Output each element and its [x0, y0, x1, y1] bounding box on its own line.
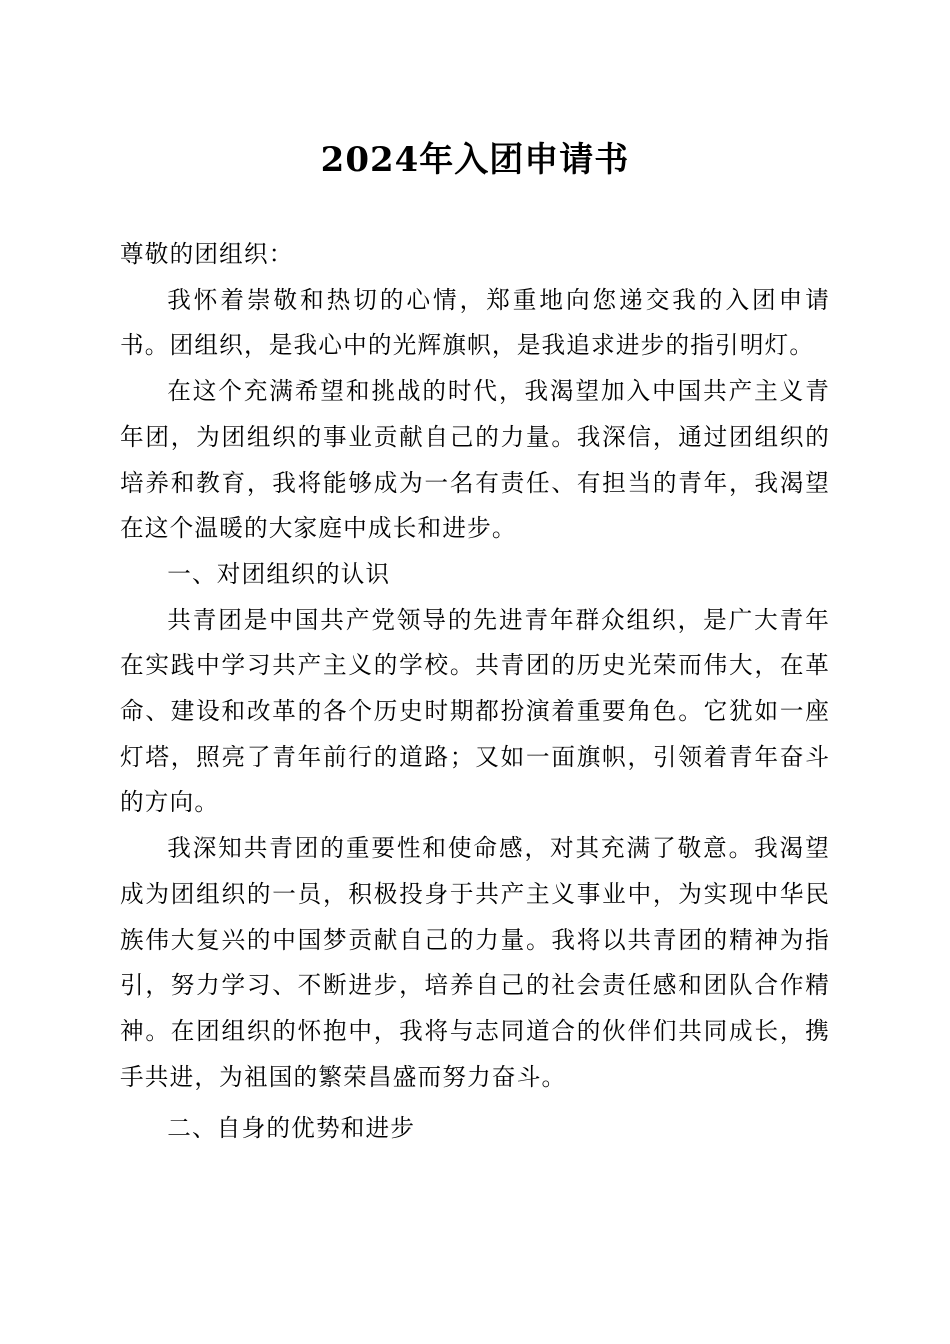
- paragraph: 在这个充满希望和挑战的时代，我渴望加入中国共产主义青年团，为团组织的事业贡献自己的力量。我深信，通过团组织的培养和教育，我将能够成为一名有责任、有担当的青年，我渴望在这个温暖的大家庭中成长和进步。: [120, 377, 830, 543]
- document-title: 2024年入团申请书: [320, 140, 630, 180]
- section-heading-1: 一、对团组织的认识: [167, 559, 391, 588]
- paragraph: 我怀着崇敬和热切的心情，郑重地向您递交我的入团申请书。团组织，是我心中的光辉旗帜，是我追求进步的指引明灯。: [120, 285, 830, 360]
- paragraph: 共青团是中国共产党领导的先进青年群众组织，是广大青年在实践中学习共产主义的学校。共青团的历史光荣而伟大，在革命、建设和改革的各个历史时期都扮演着重要角色。它犹如一座灯塔，照亮了青年前行的道路；又如一面旗帜，引领着青年奋斗的方向。: [120, 605, 830, 817]
- document-body: [120, 232, 830, 1152]
- salutation: 尊敬的团组织：: [120, 240, 294, 268]
- paragraph: 我深知共青团的重要性和使命感，对其充满了敬意。我渴望成为团组织的一员，积极投身于共产主义事业中，为实现中华民族伟大复兴的中国梦贡献自己的力量。我将以共青团的精神为指引，努力学习、不断进步，培养自己的社会责任感和团队合作精神。在团组织的怀抱中，我将与志同道合的伙伴们共同成长，携手共进，为祖国的繁荣昌盛而努力奋斗。: [120, 834, 830, 1091]
- section-heading-2: 二、自身的优势和进步: [167, 1114, 416, 1143]
